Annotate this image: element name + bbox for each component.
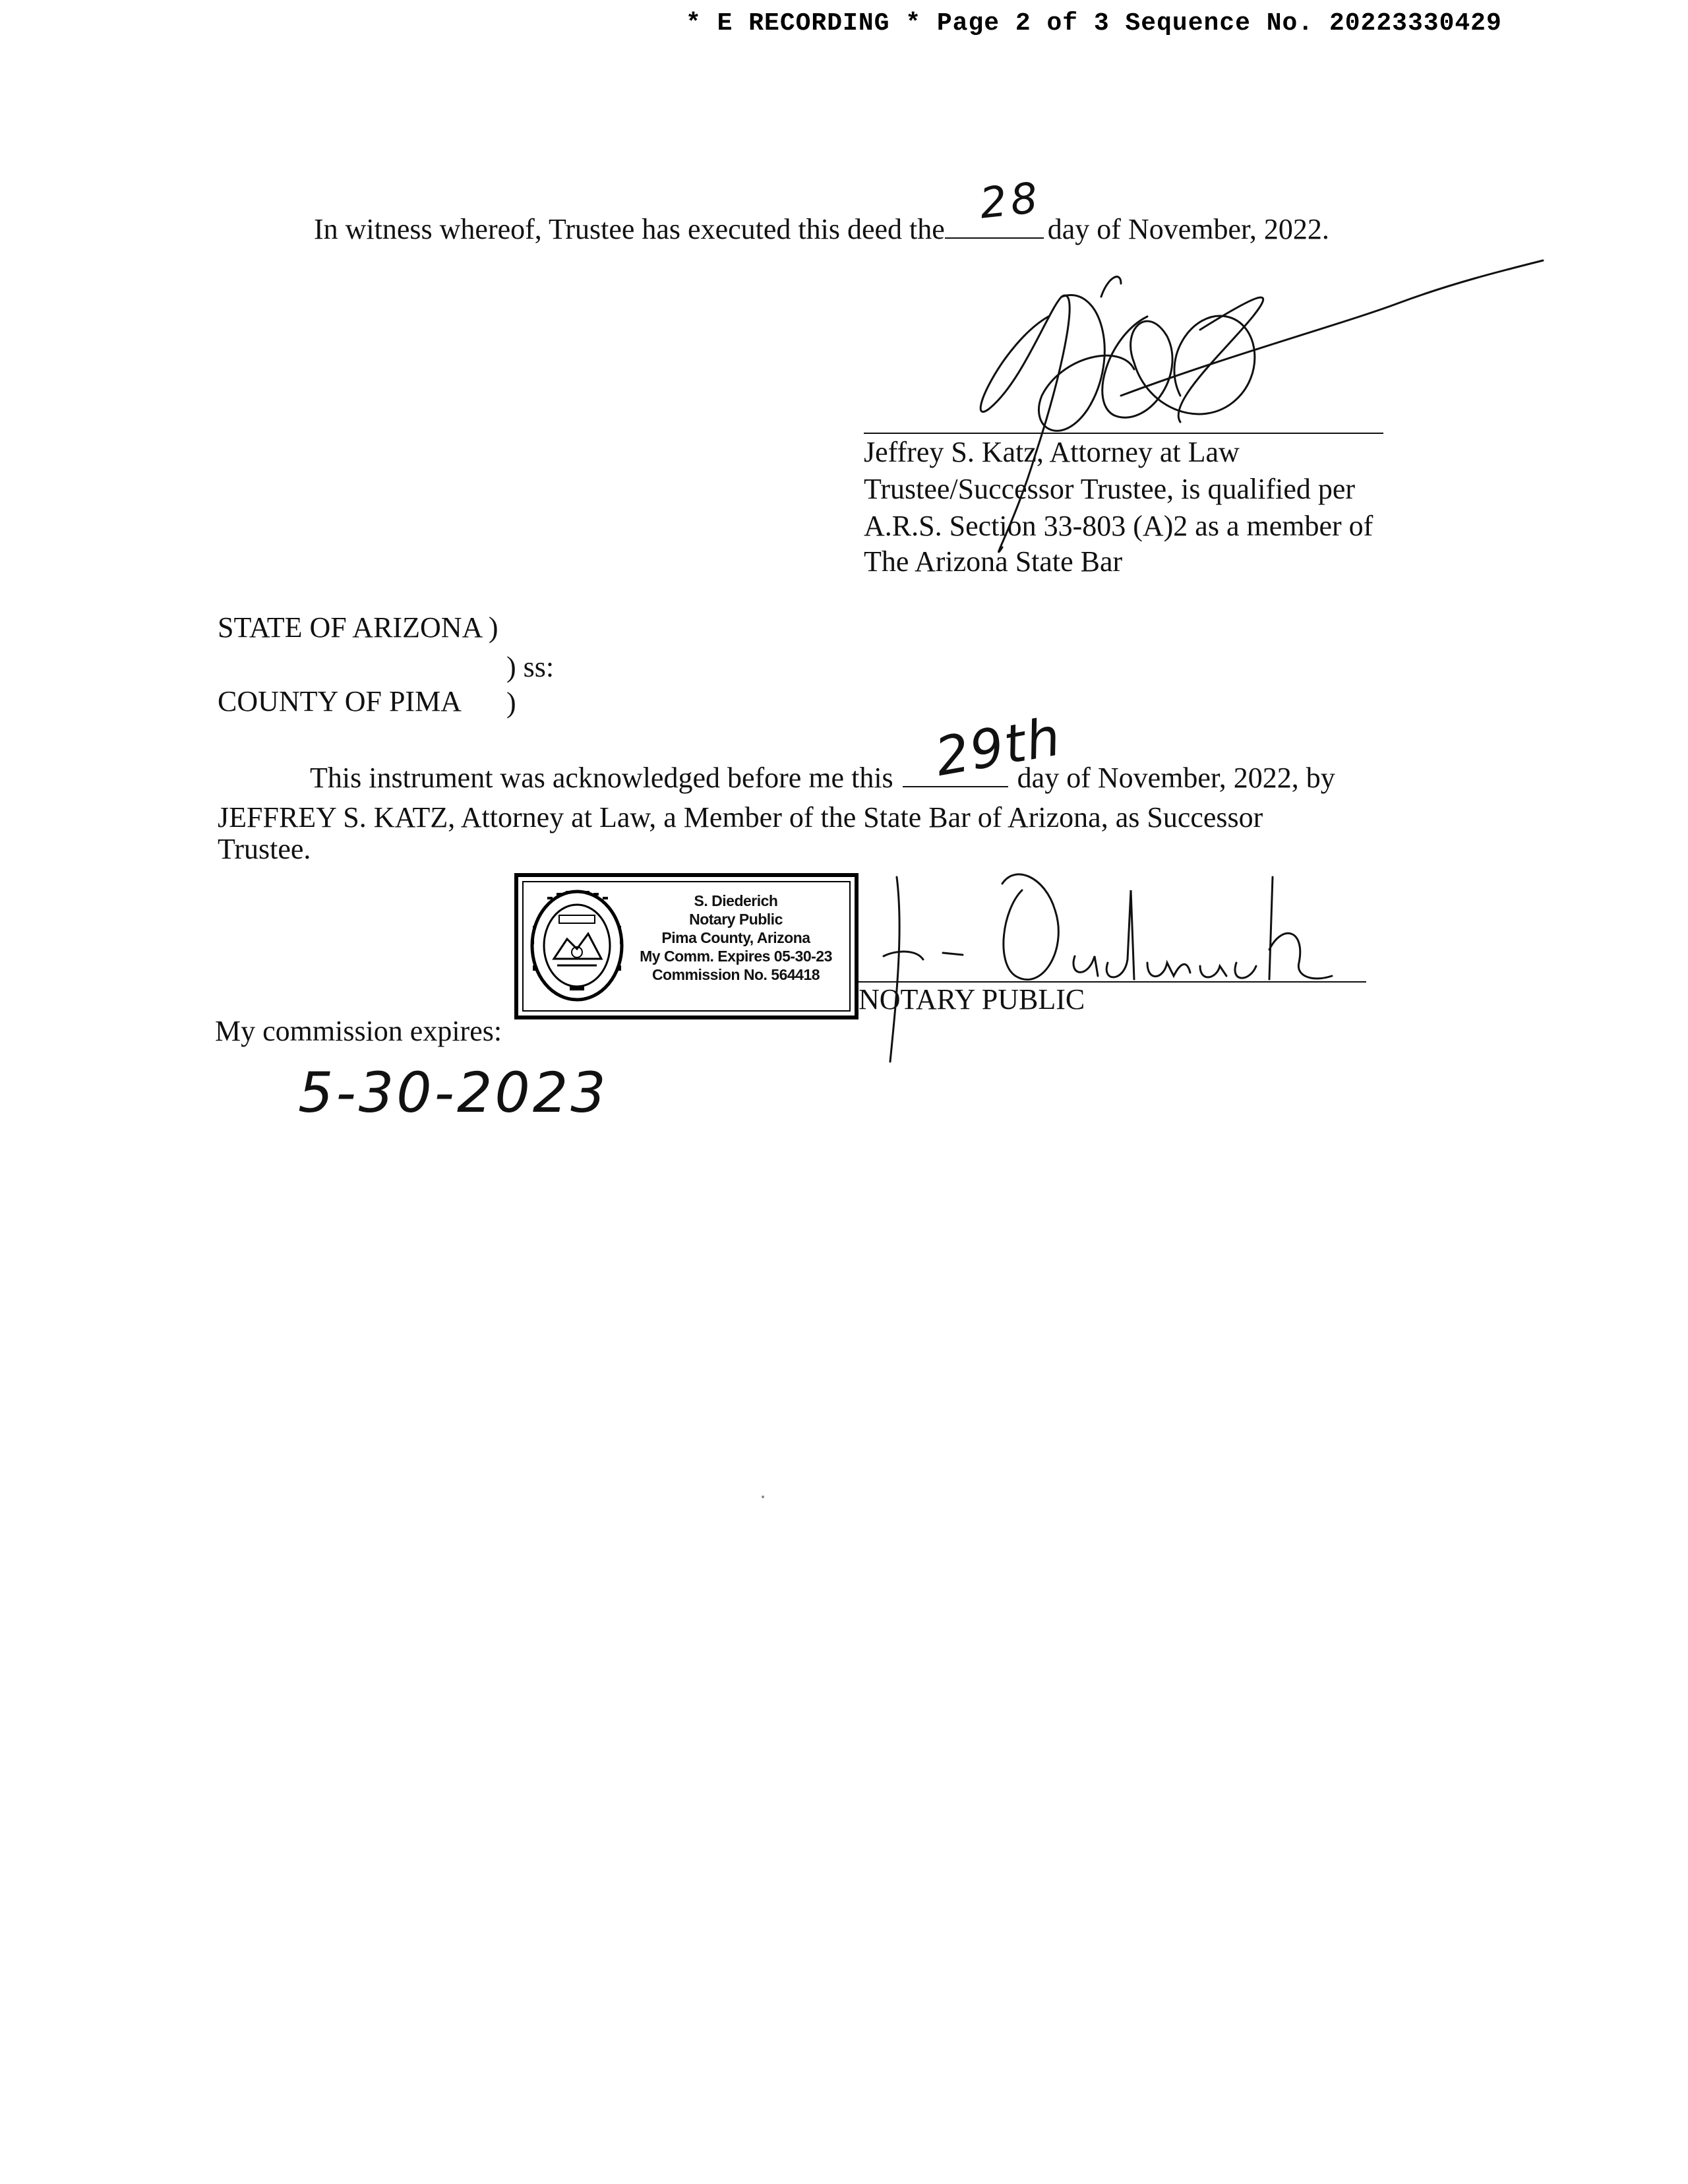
commission-handwritten-date: 5-30-2023 (298, 1060, 609, 1125)
acknowledgment-handwritten-day: 29th (930, 706, 1066, 788)
notary-signature (870, 851, 1345, 1075)
acknowledgment-prefix: This instrument was acknowledged before me this (310, 762, 893, 794)
notary-stamp-expires: My Comm. Expires 05-30-23 (640, 948, 832, 965)
trustee-signature-line (864, 433, 1383, 434)
witness-prefix: In witness whereof, Trustee has executed this deed the (314, 213, 945, 245)
trustee-line-2: Trustee/Successor Trustee, is qualified per (864, 473, 1356, 505)
venue-county: COUNTY OF PIMA (218, 685, 462, 717)
notary-public-label: NOTARY PUBLIC (859, 983, 1085, 1016)
witness-line (314, 212, 1329, 247)
notary-stamp-county: Pima County, Arizona (661, 929, 810, 946)
recording-header: * E RECORDING * Page 2 of 3 Sequence No. 20223330429 (686, 9, 1502, 38)
notary-stamp-title: Notary Public (689, 911, 783, 928)
notary-stamp-commission: Commission No. 564418 (651, 966, 820, 983)
acknowledgment-line-1 (310, 761, 1335, 795)
trustee-line-4: The Arizona State Bar (864, 545, 1123, 578)
notary-stamp-text (624, 892, 848, 984)
trustee-line-3: A.R.S. Section 33-803 (A)2 as a member of (864, 510, 1373, 542)
acknowledgment-suffix: day of November, 2022, by (1017, 762, 1335, 794)
venue-county-paren: ) (506, 686, 516, 719)
scan-speck (762, 1496, 764, 1498)
venue-ss: ) ss: (506, 651, 555, 683)
commission-label: My commission expires: (215, 1015, 502, 1047)
arizona-seal-icon (528, 886, 626, 1005)
trustee-line-1: Jeffrey S. Katz, Attorney at Law (864, 436, 1240, 468)
acknowledgment-line-3: Trustee. (218, 833, 311, 865)
witness-suffix: day of November, 2022. (1047, 213, 1329, 245)
venue-state: STATE OF ARIZONA ) (218, 611, 498, 644)
acknowledgment-line-2: JEFFREY S. KATZ, Attorney at Law, a Member of the State Bar of Arizona, as Successor (218, 801, 1263, 834)
notary-stamp-name: S. Diederich (694, 892, 778, 909)
witness-handwritten-day: 28 (977, 173, 1044, 229)
notary-stamp (514, 873, 859, 1019)
